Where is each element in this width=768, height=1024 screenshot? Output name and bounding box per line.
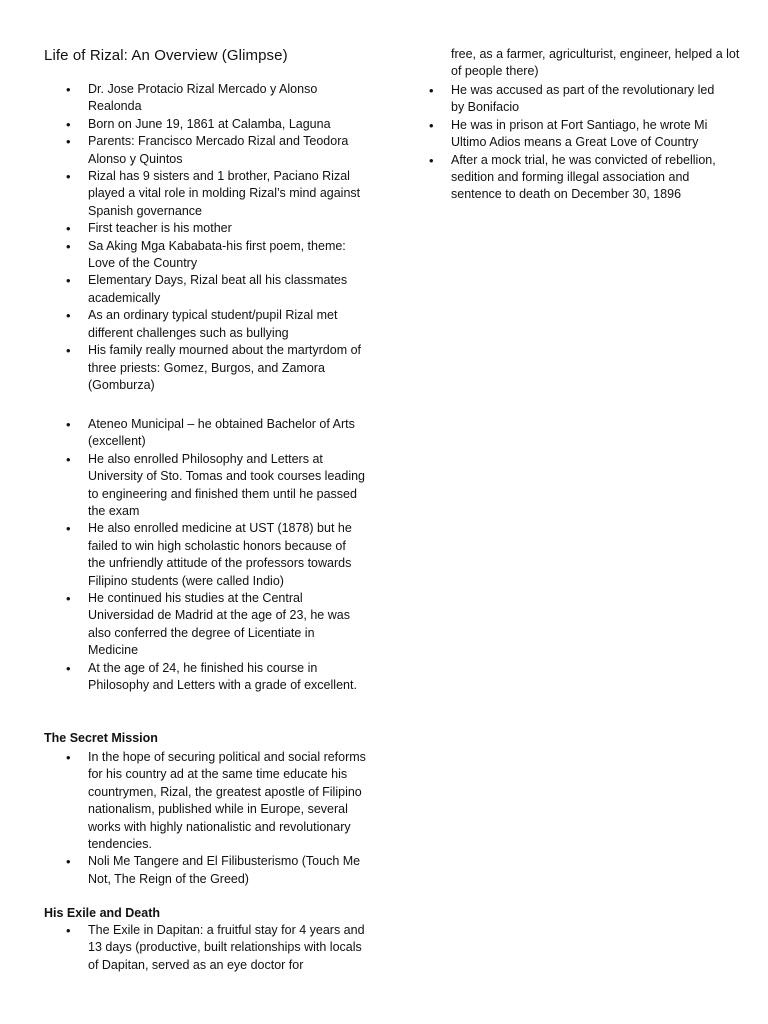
list-item: • Noli Me Tangere and El Filibusterismo (Touch Me Not, The Reign of the Greed) [66, 853, 366, 888]
intro-bullet-list [66, 81, 366, 394]
list-item: • In the hope of securing political and social reforms for his country ad at the same time educate his countrymen, Rizal, the greatest apostle of Filipino nationalism, published while in Europe, several works with highly nationalistic and revolutionary tendencies. [66, 749, 366, 853]
list-item: • His family really mourned about the martyrdom of three priests: Gomez, Burgos, and Zamora (Gomburza) [66, 342, 366, 394]
list-item: • He was accused as part of the revolutionary led by Bonifacio [429, 82, 727, 117]
list-item: • Born on June 19, 1861 at Calamba, Laguna [66, 116, 366, 133]
list-item: • The Exile in Dapitan: a fruitful stay for 4 years and 13 days (productive, built relationships with locals of Dapitan, served as an eye doctor for [66, 922, 366, 974]
education-bullet-list [66, 416, 366, 695]
list-item: • Ateneo Municipal – he obtained Bachelor of Arts (excellent) [66, 416, 366, 451]
list-item: • Dr. Jose Protacio Rizal Mercado y Alonso Realonda [66, 81, 366, 116]
secret-mission-bullet-list [66, 749, 366, 888]
list-item: • Elementary Days, Rizal beat all his classmates academically [66, 272, 366, 307]
exile-continuation-text: free, as a farmer, agriculturist, engineer, helped a lot of people there) [451, 47, 740, 79]
list-item: • As an ordinary typical student/pupil Rizal met different challenges such as bullying [66, 307, 366, 342]
list-item: • Parents: Francisco Mercado Rizal and Teodora Alonso y Quintos [66, 133, 366, 168]
list-item: • He continued his studies at the Central Universidad de Madrid at the age of 23, he was also conferred the degree of Licentiate in Medicine [66, 590, 366, 660]
list-item: • First teacher is his mother [66, 220, 366, 237]
exile-bullet-list [66, 922, 366, 974]
list-item: • He also enrolled medicine at UST (1878) but he failed to win high scholastic honors because of the unfriendly attitude of the professors towards Filipino students (were called Indio) [66, 520, 366, 590]
list-item: • After a mock trial, he was convicted of rebellion, sedition and forming illegal association and sentence to death on December 30, 1896 [429, 152, 727, 204]
list-item: • Sa Aking Mga Kababata-his first poem, theme: Love of the Country [66, 238, 366, 273]
secret-mission-heading: The Secret Mission [44, 731, 158, 745]
list-item: • At the age of 24, he finished his course in Philosophy and Letters with a grade of excellent. [66, 660, 366, 695]
exile-more-bullet-list [429, 82, 727, 204]
list-item: • He was in prison at Fort Santiago, he wrote Mi Ultimo Adios means a Great Love of Country [429, 117, 727, 152]
document-title: Life of Rizal: An Overview (Glimpse) [44, 47, 288, 64]
list-item: • He also enrolled Philosophy and Letters at University of Sto. Tomas and took courses leading to engineering and finished them until he passed the exam [66, 451, 366, 521]
list-item: • Rizal has 9 sisters and 1 brother, Paciano Rizal played a vital role in molding Rizal’s mind against Spanish governance [66, 168, 366, 220]
exile-heading: His Exile and Death [44, 906, 161, 920]
